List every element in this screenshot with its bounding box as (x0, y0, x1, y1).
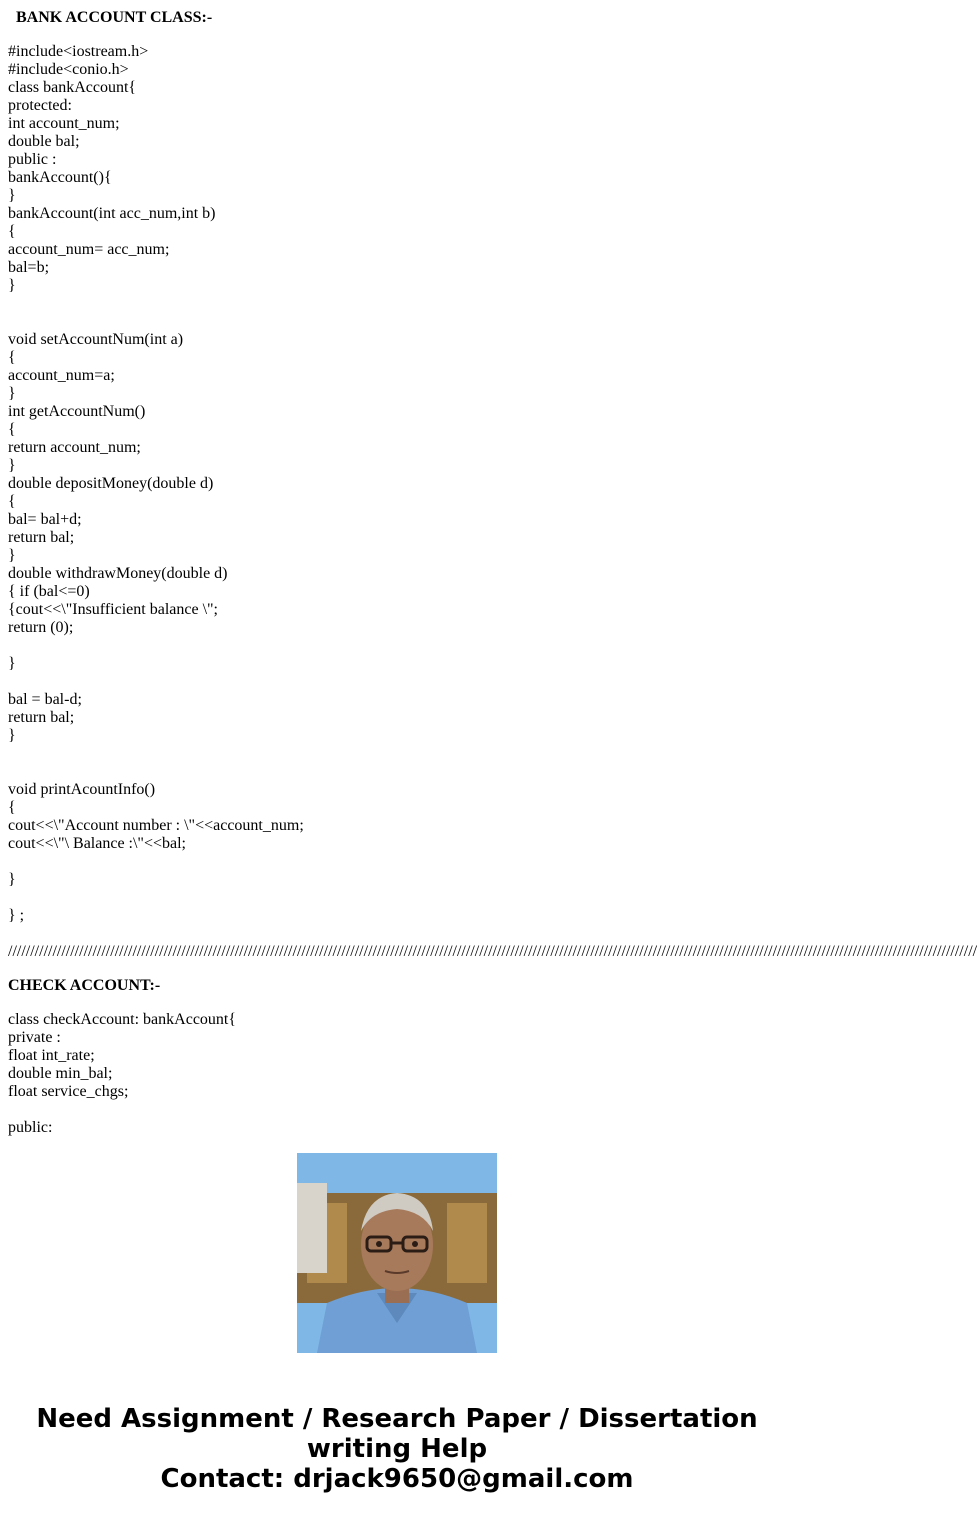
check-account-heading: CHECK ACCOUNT:- (8, 977, 161, 994)
code-line: account_num= acc_num; (8, 241, 170, 258)
spacer (8, 995, 794, 1011)
code-line: account_num=a; (8, 367, 115, 384)
code-line: void setAccountNum(int a) (8, 331, 184, 348)
promo-line-1: Need Assignment / Research Paper / Dissertation (36, 1404, 758, 1434)
blank-line (8, 763, 794, 781)
code-line: class checkAccount: bankAccount{ (8, 1011, 237, 1028)
code-line: } (8, 277, 16, 294)
code-line: } (8, 385, 16, 402)
code-line: } (8, 547, 16, 564)
code-line: float service_chgs; (8, 1083, 129, 1100)
code-line: double withdrawMoney(double d) (8, 565, 228, 582)
code-line: bankAccount(int acc_num,int b) (8, 205, 216, 222)
code-line: return bal; (8, 529, 75, 546)
code-line: bankAccount(){ (8, 169, 112, 186)
code-line: double min_bal; (8, 1065, 113, 1082)
code-line: public : (8, 151, 57, 168)
code-line: } (8, 457, 16, 474)
code-line: class bankAccount{ (8, 79, 137, 96)
code-line: } (8, 871, 16, 888)
code-line: #include<conio.h> (8, 61, 129, 78)
code-line: double depositMoney(double d) (8, 475, 214, 492)
code-line: { (8, 799, 16, 816)
promo-line-2: writing Help (306, 1434, 488, 1464)
code-line: { (8, 421, 16, 438)
code-line: protected: (8, 97, 72, 114)
check-account-code-block (8, 1011, 794, 1137)
code-line: } (8, 187, 16, 204)
code-line: return (0); (8, 619, 74, 636)
bank-account-heading: BANK ACCOUNT CLASS:- (16, 9, 213, 26)
code-line: bal = bal-d; (8, 691, 82, 708)
spacer (8, 961, 794, 977)
blank-line (8, 637, 794, 655)
section-divider: ////////////////////////////////////////////////////////////////////////////////////////////////////////////////////////////////////////////////////////////////////////////////////////////////////////////////////////// (8, 943, 977, 960)
spacer (8, 27, 794, 43)
code-line: { (8, 223, 16, 240)
promo-line-3: Contact: drjack9650@gmail.com (160, 1464, 634, 1494)
code-line: #include<iostream.h> (8, 43, 149, 60)
code-line: public: (8, 1119, 53, 1136)
code-line: {cout<<\"Insufficient balance \"; (8, 601, 218, 618)
code-line: void printAcountInfo() (8, 781, 156, 798)
code-line: cout<<\"\ Balance :\"<<bal; (8, 835, 186, 852)
blank-line (8, 673, 794, 691)
bank-account-code-block (8, 43, 977, 961)
code-line: float int_rate; (8, 1047, 95, 1064)
blank-line (8, 889, 794, 907)
blank-line (8, 1101, 794, 1119)
code-line: } (8, 727, 16, 744)
code-line: int getAccountNum() (8, 403, 146, 420)
code-line: } ; (8, 907, 25, 924)
code-line: { if (bal<=0) (8, 583, 90, 600)
code-line: { (8, 349, 16, 366)
document-body (8, 9, 977, 1137)
code-line: int account_num; (8, 115, 120, 132)
code-line: bal= bal+d; (8, 511, 82, 528)
blank-line (8, 925, 794, 943)
author-photo-icon (297, 1153, 497, 1353)
code-line: private : (8, 1029, 61, 1046)
code-line: cout<<\"Account number : \"<<account_num; (8, 817, 304, 834)
code-line: } (8, 655, 16, 672)
code-line: return account_num; (8, 439, 141, 456)
promo-banner (0, 1404, 794, 1494)
code-line: return bal; (8, 709, 75, 726)
blank-line (8, 745, 794, 763)
code-line: bal=b; (8, 259, 50, 276)
blank-line (8, 313, 794, 331)
blank-line (8, 295, 794, 313)
code-line: double bal; (8, 133, 80, 150)
code-line: { (8, 493, 16, 510)
blank-line (8, 853, 794, 871)
